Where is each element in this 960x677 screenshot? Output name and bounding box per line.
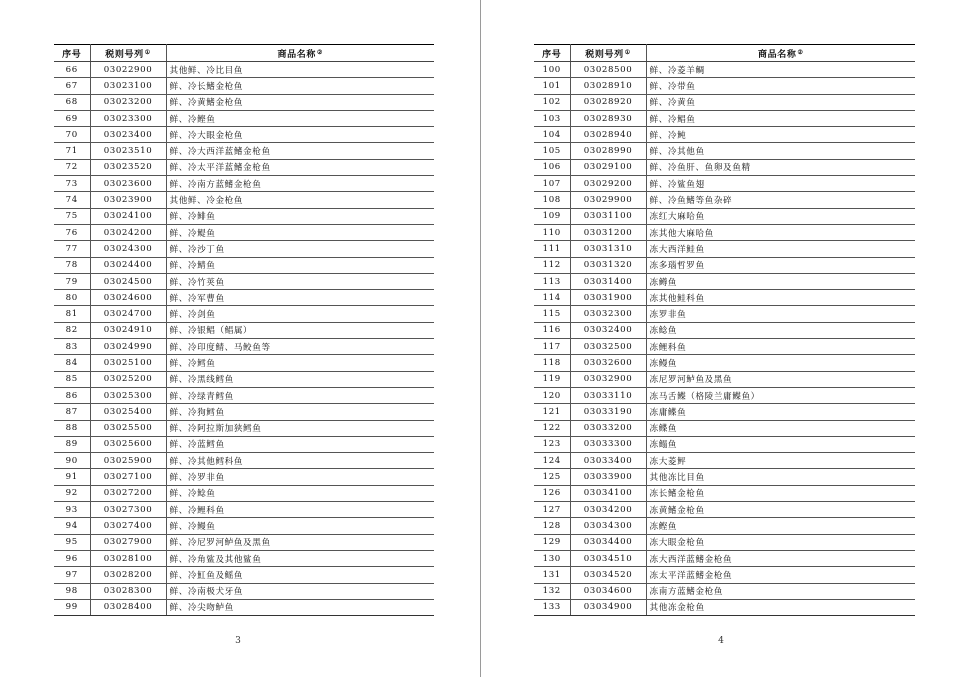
table-body xyxy=(534,62,915,616)
product-name-cell: 鲜、冷鳀鱼 xyxy=(166,224,434,240)
table-row xyxy=(534,355,915,371)
product-name-cell: 鲜、冷尖吻鲈鱼 xyxy=(166,599,434,615)
row-number-cell: 104 xyxy=(534,127,570,143)
tariff-code-cell: 03024200 xyxy=(90,224,166,240)
table-row xyxy=(54,420,434,436)
table-row xyxy=(534,176,915,192)
table-row xyxy=(54,159,434,175)
product-name-cell: 鲜、冷鲭鱼 xyxy=(166,257,434,273)
table-row xyxy=(534,502,915,518)
row-number-cell: 132 xyxy=(534,583,570,599)
tariff-code-cell: 03032300 xyxy=(570,306,646,322)
product-name-cell: 鲜、冷黄鱼 xyxy=(646,94,915,110)
table-row xyxy=(54,371,434,387)
table-row xyxy=(534,453,915,469)
tariff-code-cell: 03023900 xyxy=(90,192,166,208)
table-row xyxy=(54,534,434,550)
tariff-code-cell: 03024100 xyxy=(90,208,166,224)
product-name-cell: 冻黄鳍金枪鱼 xyxy=(646,502,915,518)
row-number-cell: 74 xyxy=(54,192,90,208)
tariff-code-cell: 03033200 xyxy=(570,420,646,436)
product-name-cell: 冻鲽鱼 xyxy=(646,420,915,436)
row-number-cell: 128 xyxy=(534,518,570,534)
table-row xyxy=(54,241,434,257)
table-row xyxy=(54,436,434,452)
product-name-cell: 鲜、冷鳕鱼 xyxy=(166,355,434,371)
table-row xyxy=(534,436,915,452)
tariff-code-cell: 03028300 xyxy=(90,583,166,599)
tariff-code-cell: 03033900 xyxy=(570,469,646,485)
product-name-cell: 冻罗非鱼 xyxy=(646,306,915,322)
product-name-cell: 鲜、冷鲀 xyxy=(646,127,915,143)
tariff-code-cell: 03033190 xyxy=(570,404,646,420)
table-row xyxy=(534,143,915,159)
product-name-cell: 鲜、冷鲨鱼翅 xyxy=(646,176,915,192)
product-name-cell: 鲜、冷大西洋蓝鳍金枪鱼 xyxy=(166,143,434,159)
row-number-cell: 106 xyxy=(534,159,570,175)
table-row xyxy=(534,371,915,387)
tariff-code-cell: 03023600 xyxy=(90,176,166,192)
product-name-cell: 鲜、冷太平洋蓝鳍金枪鱼 xyxy=(166,159,434,175)
product-name-cell: 鲜、冷绿青鳕鱼 xyxy=(166,387,434,403)
tariff-code-cell: 03033400 xyxy=(570,453,646,469)
tariff-code-cell: 03023200 xyxy=(90,94,166,110)
product-name-cell: 鲜、冷黄鳍金枪鱼 xyxy=(166,94,434,110)
product-name-cell: 鲜、冷其他鳕科鱼 xyxy=(166,453,434,469)
row-number-cell: 113 xyxy=(534,273,570,289)
table-row xyxy=(534,127,915,143)
tariff-code-cell: 03029100 xyxy=(570,159,646,175)
footnote-marker-1: ① xyxy=(144,48,151,56)
table-row xyxy=(534,241,915,257)
tariff-table xyxy=(54,44,434,616)
table-row xyxy=(54,257,434,273)
row-number-cell: 103 xyxy=(534,110,570,126)
tariff-code-cell: 03025500 xyxy=(90,420,166,436)
table-row xyxy=(534,322,915,338)
table-row xyxy=(534,387,915,403)
product-name-cell: 鲜、冷菱羊鲷 xyxy=(646,62,915,78)
table-row xyxy=(534,94,915,110)
product-name-cell: 鲜、冷银鲳（鲳属） xyxy=(166,322,434,338)
table-row xyxy=(54,453,434,469)
table-row xyxy=(54,322,434,338)
table-row xyxy=(54,176,434,192)
row-number-cell: 70 xyxy=(54,127,90,143)
row-number-cell: 83 xyxy=(54,339,90,355)
tariff-code-cell: 03025300 xyxy=(90,387,166,403)
product-name-cell: 鲜、冷角鲨及其他鲨鱼 xyxy=(166,550,434,566)
product-name-cell: 鲜、冷蓝鳕鱼 xyxy=(166,436,434,452)
column-header-no: 序号 xyxy=(534,45,570,62)
table-row xyxy=(534,306,915,322)
tariff-code-cell: 03034600 xyxy=(570,583,646,599)
table-row xyxy=(534,257,915,273)
product-name-cell: 鲜、冷狗鳕鱼 xyxy=(166,404,434,420)
row-number-cell: 71 xyxy=(54,143,90,159)
product-name-cell: 冻长鳍金枪鱼 xyxy=(646,485,915,501)
tariff-code-cell: 03027400 xyxy=(90,518,166,534)
tariff-code-cell: 03029900 xyxy=(570,192,646,208)
product-name-cell: 其他鲜、冷金枪鱼 xyxy=(166,192,434,208)
column-header-code xyxy=(90,45,166,62)
row-number-cell: 126 xyxy=(534,485,570,501)
table-row xyxy=(534,567,915,583)
table-row xyxy=(534,78,915,94)
row-number-cell: 116 xyxy=(534,322,570,338)
product-name-cell: 冻鳎鱼 xyxy=(646,436,915,452)
product-name-cell: 冻尼罗河鲈鱼及黑鱼 xyxy=(646,371,915,387)
table-row xyxy=(534,273,915,289)
table-row xyxy=(54,94,434,110)
row-number-cell: 110 xyxy=(534,224,570,240)
row-number-cell: 130 xyxy=(534,550,570,566)
tariff-code-cell: 03031400 xyxy=(570,273,646,289)
tariff-code-cell: 03025400 xyxy=(90,404,166,420)
product-name-cell: 鲜、冷鲱鱼 xyxy=(166,208,434,224)
table-row xyxy=(54,485,434,501)
product-name-cell: 冻鳗鱼 xyxy=(646,355,915,371)
product-name-cell: 鲜、冷南极犬牙鱼 xyxy=(166,583,434,599)
row-number-cell: 86 xyxy=(54,387,90,403)
table-row xyxy=(534,159,915,175)
product-name-cell: 冻鳟鱼 xyxy=(646,273,915,289)
table-row xyxy=(54,518,434,534)
row-number-cell: 78 xyxy=(54,257,90,273)
product-name-cell: 鲜、冷罗非鱼 xyxy=(166,469,434,485)
page-number: 4 xyxy=(718,636,724,646)
row-number-cell: 100 xyxy=(534,62,570,78)
product-name-cell: 鲜、冷鲤科鱼 xyxy=(166,502,434,518)
row-number-cell: 129 xyxy=(534,534,570,550)
product-name-cell: 冻大西洋鲑鱼 xyxy=(646,241,915,257)
table-header-row xyxy=(534,45,915,62)
row-number-cell: 127 xyxy=(534,502,570,518)
tariff-code-cell: 03034100 xyxy=(570,485,646,501)
tariff-code-cell: 03031100 xyxy=(570,208,646,224)
product-name-cell: 冻其他鲑科鱼 xyxy=(646,290,915,306)
tariff-code-cell: 03032600 xyxy=(570,355,646,371)
tariff-code-cell: 03025100 xyxy=(90,355,166,371)
tariff-code-cell: 03025200 xyxy=(90,371,166,387)
table-row xyxy=(534,208,915,224)
table-row xyxy=(54,273,434,289)
table-row xyxy=(54,469,434,485)
table-row xyxy=(54,127,434,143)
column-header-name xyxy=(646,45,915,62)
tariff-code-cell: 03034900 xyxy=(570,599,646,615)
row-number-cell: 77 xyxy=(54,241,90,257)
tariff-code-cell: 03032400 xyxy=(570,322,646,338)
row-number-cell: 115 xyxy=(534,306,570,322)
table-row xyxy=(54,290,434,306)
product-name-cell: 鲜、冷其他鱼 xyxy=(646,143,915,159)
tariff-code-cell: 03033110 xyxy=(570,387,646,403)
tariff-code-cell: 03023520 xyxy=(90,159,166,175)
tariff-code-cell: 03034510 xyxy=(570,550,646,566)
product-name-cell: 鲜、冷阿拉斯加狭鳕鱼 xyxy=(166,420,434,436)
row-number-cell: 107 xyxy=(534,176,570,192)
table-header-row xyxy=(54,45,434,62)
row-number-cell: 94 xyxy=(54,518,90,534)
tariff-code-cell: 03024600 xyxy=(90,290,166,306)
footnote-marker-2: ② xyxy=(797,48,804,56)
tariff-code-cell: 03028400 xyxy=(90,599,166,615)
row-number-cell: 73 xyxy=(54,176,90,192)
table-row xyxy=(54,550,434,566)
tariff-code-cell: 03024300 xyxy=(90,241,166,257)
row-number-cell: 69 xyxy=(54,110,90,126)
tariff-code-cell: 03028200 xyxy=(90,567,166,583)
tariff-code-cell: 03024990 xyxy=(90,339,166,355)
row-number-cell: 90 xyxy=(54,453,90,469)
table-row xyxy=(534,404,915,420)
tariff-code-cell: 03027200 xyxy=(90,485,166,501)
row-number-cell: 87 xyxy=(54,404,90,420)
tariff-code-cell: 03028500 xyxy=(570,62,646,78)
row-number-cell: 79 xyxy=(54,273,90,289)
product-name-cell: 鲜、冷沙丁鱼 xyxy=(166,241,434,257)
tariff-code-cell: 03034400 xyxy=(570,534,646,550)
tariff-code-cell: 03024400 xyxy=(90,257,166,273)
footnote-marker-2: ② xyxy=(316,48,323,56)
tariff-code-cell: 03023100 xyxy=(90,78,166,94)
table-row xyxy=(534,485,915,501)
tariff-code-cell: 03033300 xyxy=(570,436,646,452)
row-number-cell: 124 xyxy=(534,453,570,469)
table-row xyxy=(54,599,434,615)
tariff-code-cell: 03025600 xyxy=(90,436,166,452)
row-number-cell: 122 xyxy=(534,420,570,436)
row-number-cell: 67 xyxy=(54,78,90,94)
row-number-cell: 96 xyxy=(54,550,90,566)
product-name-cell: 冻太平洋蓝鳍金枪鱼 xyxy=(646,567,915,583)
tariff-code-cell: 03027900 xyxy=(90,534,166,550)
row-number-cell: 117 xyxy=(534,339,570,355)
table-row xyxy=(534,534,915,550)
tariff-code-cell: 03025900 xyxy=(90,453,166,469)
row-number-cell: 85 xyxy=(54,371,90,387)
product-name-cell: 鲜、冷剑鱼 xyxy=(166,306,434,322)
tariff-code-cell: 03031200 xyxy=(570,224,646,240)
table-row xyxy=(54,306,434,322)
table-row xyxy=(534,469,915,485)
column-header-code-label: 税则号列 xyxy=(105,49,144,60)
tariff-code-cell: 03028990 xyxy=(570,143,646,159)
product-name-cell: 鲜、冷黑线鳕鱼 xyxy=(166,371,434,387)
column-header-code xyxy=(570,45,646,62)
row-number-cell: 109 xyxy=(534,208,570,224)
tariff-code-cell: 03024500 xyxy=(90,273,166,289)
column-header-no: 序号 xyxy=(54,45,90,62)
tariff-code-cell: 03028940 xyxy=(570,127,646,143)
product-name-cell: 鲜、冷鲶鱼 xyxy=(166,485,434,501)
row-number-cell: 97 xyxy=(54,567,90,583)
product-name-cell: 鲜、冷长鳍金枪鱼 xyxy=(166,78,434,94)
product-name-cell: 冻大西洋蓝鳍金枪鱼 xyxy=(646,550,915,566)
tariff-code-cell: 03034200 xyxy=(570,502,646,518)
product-name-cell: 冻鲣鱼 xyxy=(646,518,915,534)
product-name-cell: 鲜、冷军曹鱼 xyxy=(166,290,434,306)
row-number-cell: 98 xyxy=(54,583,90,599)
row-number-cell: 95 xyxy=(54,534,90,550)
product-name-cell: 鲜、冷鲣鱼 xyxy=(166,110,434,126)
product-name-cell: 冻南方蓝鳍金枪鱼 xyxy=(646,583,915,599)
table-row xyxy=(54,355,434,371)
table-row xyxy=(54,404,434,420)
product-name-cell: 冻多瑙哲罗鱼 xyxy=(646,257,915,273)
table-row xyxy=(54,110,434,126)
tariff-code-cell: 03034300 xyxy=(570,518,646,534)
table-row xyxy=(54,192,434,208)
row-number-cell: 99 xyxy=(54,599,90,615)
product-name-cell: 鲜、冷鳗鱼 xyxy=(166,518,434,534)
row-number-cell: 72 xyxy=(54,159,90,175)
product-name-cell: 鲜、冷鱼肝、鱼卵及鱼精 xyxy=(646,159,915,175)
tariff-code-cell: 03032500 xyxy=(570,339,646,355)
table-row xyxy=(534,339,915,355)
tariff-code-cell: 03034520 xyxy=(570,567,646,583)
page-number: 3 xyxy=(235,636,241,646)
tariff-code-cell: 03024910 xyxy=(90,322,166,338)
row-number-cell: 133 xyxy=(534,599,570,615)
product-name-cell: 冻红大麻哈鱼 xyxy=(646,208,915,224)
product-name-cell: 其他鲜、冷比目鱼 xyxy=(166,62,434,78)
tariff-code-cell: 03032900 xyxy=(570,371,646,387)
row-number-cell: 112 xyxy=(534,257,570,273)
row-number-cell: 121 xyxy=(534,404,570,420)
tariff-code-cell: 03023300 xyxy=(90,110,166,126)
document-page-right xyxy=(481,0,960,677)
tariff-code-cell: 03031310 xyxy=(570,241,646,257)
table-row xyxy=(534,420,915,436)
table-row xyxy=(534,290,915,306)
table-row xyxy=(54,339,434,355)
table-row xyxy=(54,387,434,403)
tariff-code-cell: 03028930 xyxy=(570,110,646,126)
row-number-cell: 114 xyxy=(534,290,570,306)
tariff-code-cell: 03031320 xyxy=(570,257,646,273)
table-row xyxy=(534,583,915,599)
row-number-cell: 102 xyxy=(534,94,570,110)
footnote-marker-1: ① xyxy=(624,48,631,56)
product-name-cell: 冻鲤科鱼 xyxy=(646,339,915,355)
row-number-cell: 75 xyxy=(54,208,90,224)
table-row xyxy=(534,599,915,615)
table-row xyxy=(54,224,434,240)
product-name-cell: 冻大菱鲆 xyxy=(646,453,915,469)
row-number-cell: 80 xyxy=(54,290,90,306)
row-number-cell: 105 xyxy=(534,143,570,159)
tariff-code-cell: 03024700 xyxy=(90,306,166,322)
table-row xyxy=(54,62,434,78)
table-row xyxy=(54,208,434,224)
tariff-code-cell: 03031900 xyxy=(570,290,646,306)
tariff-code-cell: 03022900 xyxy=(90,62,166,78)
row-number-cell: 123 xyxy=(534,436,570,452)
row-number-cell: 92 xyxy=(54,485,90,501)
tariff-code-cell: 03023400 xyxy=(90,127,166,143)
product-name-cell: 冻大眼金枪鱼 xyxy=(646,534,915,550)
table-row xyxy=(534,62,915,78)
row-number-cell: 89 xyxy=(54,436,90,452)
tariff-code-cell: 03028100 xyxy=(90,550,166,566)
row-number-cell: 108 xyxy=(534,192,570,208)
product-name-cell: 鲜、冷大眼金枪鱼 xyxy=(166,127,434,143)
tariff-code-cell: 03023510 xyxy=(90,143,166,159)
product-name-cell: 鲜、冷印度鲭、马鲛鱼等 xyxy=(166,339,434,355)
tariff-code-cell: 03027300 xyxy=(90,502,166,518)
row-number-cell: 88 xyxy=(54,420,90,436)
row-number-cell: 111 xyxy=(534,241,570,257)
product-name-cell: 鲜、冷竹荚鱼 xyxy=(166,273,434,289)
product-name-cell: 鲜、冷南方蓝鳍金枪鱼 xyxy=(166,176,434,192)
table-row xyxy=(534,110,915,126)
table-body xyxy=(54,62,434,616)
tariff-code-cell: 03028910 xyxy=(570,78,646,94)
column-header-code-label: 税则号列 xyxy=(585,49,624,60)
row-number-cell: 125 xyxy=(534,469,570,485)
row-number-cell: 120 xyxy=(534,387,570,403)
product-name-cell: 鲜、冷魟鱼及鳐鱼 xyxy=(166,567,434,583)
table-row xyxy=(534,518,915,534)
tariff-table xyxy=(534,44,915,616)
row-number-cell: 101 xyxy=(534,78,570,94)
table-row xyxy=(54,143,434,159)
table-row xyxy=(54,567,434,583)
row-number-cell: 91 xyxy=(54,469,90,485)
table-row xyxy=(54,502,434,518)
tariff-code-cell: 03028920 xyxy=(570,94,646,110)
product-name-cell: 其他冻金枪鱼 xyxy=(646,599,915,615)
table-row xyxy=(54,78,434,94)
row-number-cell: 76 xyxy=(54,224,90,240)
column-header-name-label: 商品名称 xyxy=(277,49,316,60)
product-name-cell: 其他冻比目鱼 xyxy=(646,469,915,485)
row-number-cell: 68 xyxy=(54,94,90,110)
tariff-code-cell: 03027100 xyxy=(90,469,166,485)
row-number-cell: 66 xyxy=(54,62,90,78)
product-name-cell: 鲜、冷鲳鱼 xyxy=(646,110,915,126)
row-number-cell: 131 xyxy=(534,567,570,583)
product-name-cell: 冻鲶鱼 xyxy=(646,322,915,338)
column-header-name xyxy=(166,45,434,62)
tariff-code-cell: 03029200 xyxy=(570,176,646,192)
column-header-name-label: 商品名称 xyxy=(758,49,797,60)
product-name-cell: 鲜、冷带鱼 xyxy=(646,78,915,94)
product-name-cell: 冻其他大麻哈鱼 xyxy=(646,224,915,240)
table-row xyxy=(534,192,915,208)
product-name-cell: 冻马舌鲽（格陵兰庸鲽鱼） xyxy=(646,387,915,403)
row-number-cell: 119 xyxy=(534,371,570,387)
table-row xyxy=(534,550,915,566)
row-number-cell: 93 xyxy=(54,502,90,518)
row-number-cell: 81 xyxy=(54,306,90,322)
row-number-cell: 84 xyxy=(54,355,90,371)
table-row xyxy=(534,224,915,240)
product-name-cell: 鲜、冷鱼鳍等鱼杂碎 xyxy=(646,192,915,208)
table-row xyxy=(54,583,434,599)
row-number-cell: 118 xyxy=(534,355,570,371)
product-name-cell: 冻庸鲽鱼 xyxy=(646,404,915,420)
product-name-cell: 鲜、冷尼罗河鲈鱼及黑鱼 xyxy=(166,534,434,550)
row-number-cell: 82 xyxy=(54,322,90,338)
